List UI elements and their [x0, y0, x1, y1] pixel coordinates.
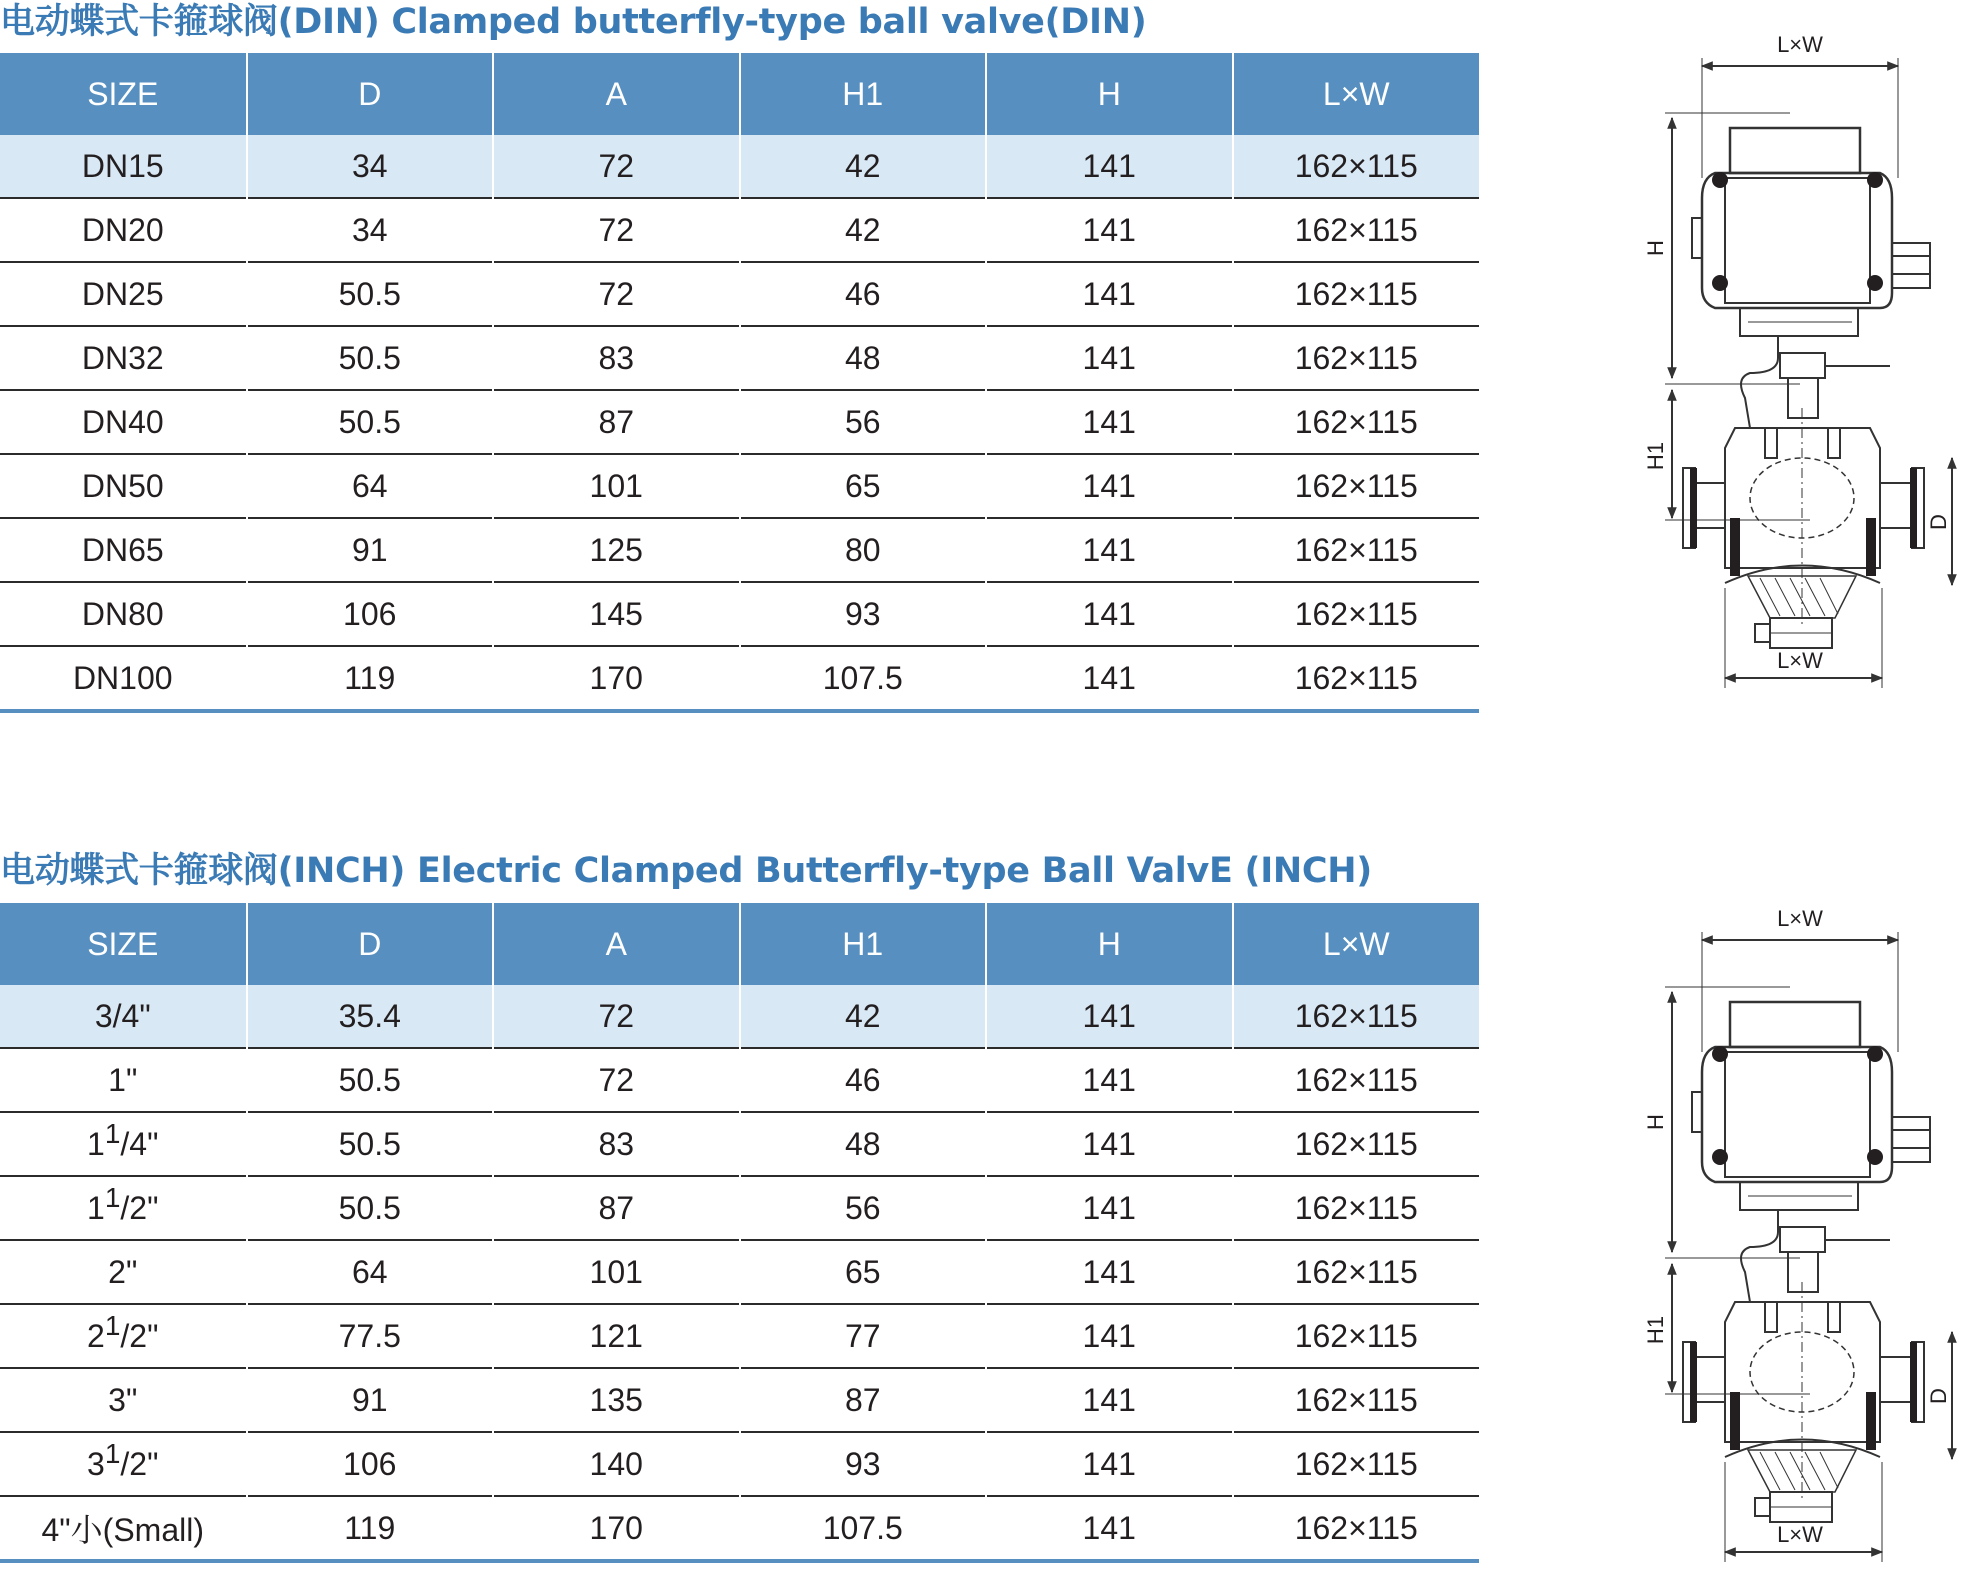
cell-size: DN65 [0, 518, 247, 582]
cell-h: 141 [986, 1368, 1233, 1432]
cell-a: 87 [493, 1176, 740, 1240]
cell-a: 83 [493, 326, 740, 390]
cell-h: 141 [986, 198, 1233, 262]
cell-d: 50.5 [247, 326, 494, 390]
cell-a: 145 [493, 582, 740, 646]
table-row [0, 198, 1479, 262]
din-valve-dimension-diagram [1630, 28, 1960, 703]
cell-h1: 56 [740, 390, 987, 454]
cell-lxw: 162×115 [1233, 1240, 1480, 1304]
cell-lxw: 162×115 [1233, 135, 1480, 198]
cell-size: 21/2" [0, 1304, 247, 1368]
table-row [0, 135, 1479, 198]
cell-lxw: 162×115 [1233, 1368, 1480, 1432]
table-row [0, 1496, 1479, 1561]
dim-label-d: D [1926, 514, 1951, 530]
cell-h1: 48 [740, 1112, 987, 1176]
inch-valve-dimension-diagram [1630, 902, 1960, 1577]
table-row [0, 582, 1479, 646]
table-row [0, 1432, 1479, 1496]
table-row [0, 1240, 1479, 1304]
cell-h: 141 [986, 985, 1233, 1048]
table-row [0, 1048, 1479, 1112]
cell-h: 141 [986, 454, 1233, 518]
cell-h1: 77 [740, 1304, 987, 1368]
cell-d: 106 [247, 582, 494, 646]
table-row [0, 1368, 1479, 1432]
col-header-d: D [247, 903, 494, 985]
cell-h1: 107.5 [740, 1496, 987, 1561]
cell-h: 141 [986, 1496, 1233, 1561]
cell-size: DN32 [0, 326, 247, 390]
dim-label-h1: H1 [1643, 441, 1668, 471]
cell-a: 87 [493, 390, 740, 454]
col-header-h1: H1 [740, 903, 987, 985]
cell-d: 64 [247, 1240, 494, 1304]
table-row [0, 390, 1479, 454]
cell-lxw: 162×115 [1233, 326, 1480, 390]
col-header-a: A [493, 53, 740, 135]
cell-a: 101 [493, 454, 740, 518]
table-row [0, 1112, 1479, 1176]
col-header-d: D [247, 53, 494, 135]
cell-a: 170 [493, 646, 740, 711]
cell-d: 50.5 [247, 390, 494, 454]
cell-h1: 87 [740, 1368, 987, 1432]
cell-size: 1" [0, 1048, 247, 1112]
cell-a: 121 [493, 1304, 740, 1368]
table-header-row [0, 903, 1479, 985]
cell-h: 141 [986, 1304, 1233, 1368]
cell-lxw: 162×115 [1233, 390, 1480, 454]
dim-label-d: D [1926, 1388, 1951, 1404]
cell-lxw: 162×115 [1233, 646, 1480, 711]
dim-label-h: H [1643, 240, 1668, 256]
din-section-title: 电动蝶式卡箍球阀(DIN) Clamped butterfly-type ball valve(DIN) [0, 2, 1147, 42]
cell-size: 2" [0, 1240, 247, 1304]
cell-lxw: 162×115 [1233, 454, 1480, 518]
table-row [0, 454, 1479, 518]
cell-d: 34 [247, 198, 494, 262]
col-header-h: H [986, 53, 1233, 135]
col-header-h1: H1 [740, 53, 987, 135]
cell-h: 141 [986, 135, 1233, 198]
cell-size: 3/4" [0, 985, 247, 1048]
col-header-size: SIZE [0, 53, 247, 135]
cell-h1: 42 [740, 985, 987, 1048]
cell-size: 11/4" [0, 1112, 247, 1176]
cell-h: 141 [986, 390, 1233, 454]
cell-lxw: 162×115 [1233, 1112, 1480, 1176]
cell-h1: 93 [740, 1432, 987, 1496]
cell-d: 119 [247, 646, 494, 711]
table-row [0, 646, 1479, 711]
cell-size: 4"小(Small) [0, 1496, 247, 1561]
cell-d: 106 [247, 1432, 494, 1496]
cell-lxw: 162×115 [1233, 518, 1480, 582]
table-header-row [0, 53, 1479, 135]
cell-d: 50.5 [247, 1048, 494, 1112]
inch-table-body [0, 985, 1479, 1561]
cell-lxw: 162×115 [1233, 1496, 1480, 1561]
cell-size: 3" [0, 1368, 247, 1432]
cell-size: 11/2" [0, 1176, 247, 1240]
cell-lxw: 162×115 [1233, 582, 1480, 646]
dim-label-lxw-bottom: L×W [1777, 1522, 1823, 1547]
table-row [0, 326, 1479, 390]
cell-h1: 93 [740, 582, 987, 646]
cell-d: 50.5 [247, 262, 494, 326]
cell-h1: 46 [740, 1048, 987, 1112]
cell-h1: 56 [740, 1176, 987, 1240]
cell-h1: 42 [740, 198, 987, 262]
cell-lxw: 162×115 [1233, 262, 1480, 326]
dim-label-h: H [1643, 1114, 1668, 1130]
cell-h1: 107.5 [740, 646, 987, 711]
cell-a: 170 [493, 1496, 740, 1561]
cell-d: 64 [247, 454, 494, 518]
cell-h1: 48 [740, 326, 987, 390]
cell-h1: 65 [740, 454, 987, 518]
cell-lxw: 162×115 [1233, 1176, 1480, 1240]
inch-spec-table [0, 903, 1479, 1563]
cell-size: DN20 [0, 198, 247, 262]
cell-a: 72 [493, 135, 740, 198]
cell-d: 50.5 [247, 1176, 494, 1240]
cell-a: 72 [493, 985, 740, 1048]
cell-size: DN100 [0, 646, 247, 711]
din-table-body [0, 135, 1479, 711]
cell-a: 72 [493, 262, 740, 326]
cell-a: 101 [493, 1240, 740, 1304]
table-row [0, 985, 1479, 1048]
cell-size: DN40 [0, 390, 247, 454]
din-spec-table [0, 53, 1479, 713]
cell-a: 140 [493, 1432, 740, 1496]
cell-d: 119 [247, 1496, 494, 1561]
cell-d: 50.5 [247, 1112, 494, 1176]
cell-a: 83 [493, 1112, 740, 1176]
cell-h: 141 [986, 326, 1233, 390]
dim-label-lxw-top: L×W [1777, 32, 1823, 57]
cell-size: DN15 [0, 135, 247, 198]
cell-size: DN80 [0, 582, 247, 646]
cell-a: 135 [493, 1368, 740, 1432]
table-row [0, 518, 1479, 582]
cell-d: 35.4 [247, 985, 494, 1048]
cell-lxw: 162×115 [1233, 1304, 1480, 1368]
cell-h: 141 [986, 1048, 1233, 1112]
cell-a: 72 [493, 1048, 740, 1112]
col-header-lxw: L×W [1233, 903, 1480, 985]
cell-h1: 80 [740, 518, 987, 582]
cell-h: 141 [986, 1176, 1233, 1240]
cell-a: 125 [493, 518, 740, 582]
cell-h: 141 [986, 582, 1233, 646]
cell-a: 72 [493, 198, 740, 262]
col-header-lxw: L×W [1233, 53, 1480, 135]
cell-size: DN50 [0, 454, 247, 518]
cell-lxw: 162×115 [1233, 985, 1480, 1048]
dim-label-lxw-bottom: L×W [1777, 648, 1823, 673]
cell-lxw: 162×115 [1233, 1432, 1480, 1496]
cell-h1: 46 [740, 262, 987, 326]
cell-lxw: 162×115 [1233, 198, 1480, 262]
cell-h1: 42 [740, 135, 987, 198]
cell-h: 141 [986, 1432, 1233, 1496]
col-header-h: H [986, 903, 1233, 985]
cell-h: 141 [986, 646, 1233, 711]
cell-h: 141 [986, 518, 1233, 582]
dim-label-h1: H1 [1643, 1315, 1668, 1345]
cell-d: 34 [247, 135, 494, 198]
col-header-a: A [493, 903, 740, 985]
cell-d: 91 [247, 1368, 494, 1432]
cell-h1: 65 [740, 1240, 987, 1304]
cell-size: DN25 [0, 262, 247, 326]
cell-lxw: 162×115 [1233, 1048, 1480, 1112]
table-row [0, 1176, 1479, 1240]
cell-d: 77.5 [247, 1304, 494, 1368]
cell-size: 31/2" [0, 1432, 247, 1496]
cell-h: 141 [986, 262, 1233, 326]
inch-section-title: 电动蝶式卡箍球阀(INCH) Electric Clamped Butterfly-type Ball ValvE (INCH) [0, 851, 1372, 891]
cell-h: 141 [986, 1112, 1233, 1176]
cell-h: 141 [986, 1240, 1233, 1304]
table-row [0, 262, 1479, 326]
dim-label-lxw-top: L×W [1777, 906, 1823, 931]
table-row [0, 1304, 1479, 1368]
cell-d: 91 [247, 518, 494, 582]
col-header-size: SIZE [0, 903, 247, 985]
